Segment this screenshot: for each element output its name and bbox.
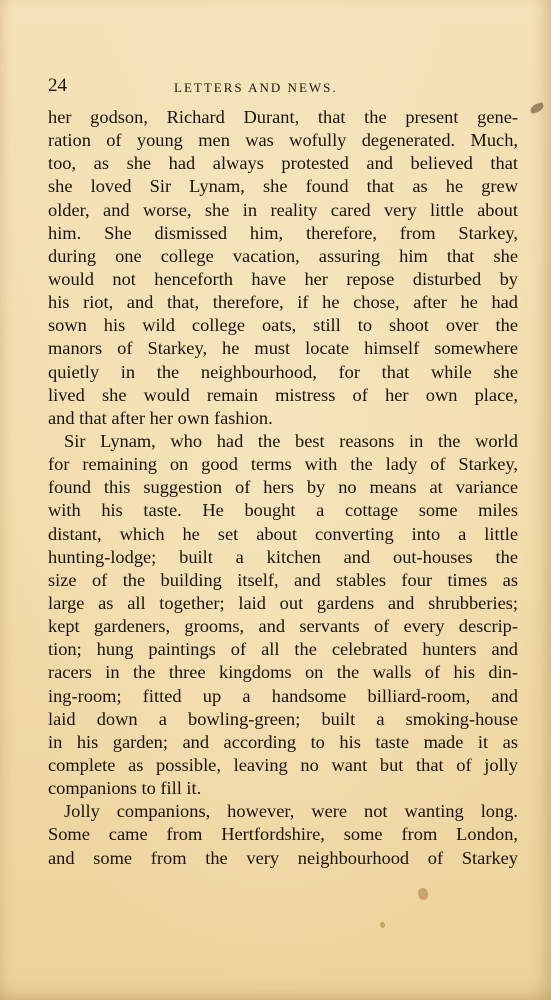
text-line: tion; hung paintings of all the celebrated hunters and: [48, 639, 518, 660]
text-line: quietly in the neighbourhood, for that while she: [48, 361, 518, 382]
text-line: size of the building itself, and stables four times as: [48, 569, 518, 590]
text-line: ing-room; fitted up a handsome billiard-room, and: [48, 685, 518, 706]
text-line: distant, which he set about converting into a little: [48, 523, 518, 544]
text-line: would not henceforth have her repose disturbed by: [48, 268, 518, 289]
text-line: him. She dismissed him, therefore, from Starkey,: [48, 222, 518, 243]
text-line: she loved Sir Lynam, she found that as he grew: [48, 176, 518, 197]
running-head: LETTERS AND NEWS.: [174, 80, 338, 95]
text-line: complete as possible, leaving no want but that of jolly: [48, 754, 518, 775]
text-line: and that after her own fashion.: [48, 407, 273, 428]
text-line: laid down a bowling-green; built a smoking-house: [48, 708, 518, 729]
text-line: ration of young men was wofully degenerated. Much,: [48, 130, 518, 151]
text-line: large as all together; laid out gardens and shrubberies;: [48, 592, 518, 613]
text-line: lived she would remain mistress of her own place,: [48, 384, 518, 405]
text-line: too, as she had always protested and believed that: [48, 153, 518, 174]
text-line: sown his wild college oats, still to shoot over the: [48, 315, 518, 336]
text-line: during one college vacation, assuring him that she: [48, 245, 518, 266]
body-text: [48, 106, 518, 870]
text-line: with his taste. He bought a cottage some miles: [48, 500, 518, 521]
text-line: older, and worse, she in reality cared very little about: [48, 199, 518, 220]
text-line: Some came from Hertfordshire, some from London,: [48, 824, 518, 845]
text-line: for remaining on good terms with the lady of Starkey,: [48, 454, 518, 475]
text-line: found this suggestion of hers by no means at variance: [48, 477, 518, 498]
text-line: his riot, and that, therefore, if he chose, after he had: [48, 292, 518, 313]
text-line: hunting-lodge; built a kitchen and out-houses the: [48, 546, 518, 567]
paragraph-start-line: Sir Lynam, who had the best reasons in the world: [64, 430, 518, 451]
text-line: her godson, Richard Durant, that the present gene-: [48, 107, 518, 127]
paper-stain: [418, 888, 428, 900]
ink-blot-mark: [529, 102, 545, 114]
text-line: in his garden; and according to his taste made it as: [48, 731, 518, 752]
paragraph-start-line: Jolly companions, however, were not wanting long.: [64, 801, 518, 822]
page-number: 24: [48, 75, 67, 96]
paper-stain: [380, 922, 385, 928]
text-line: companions to fill it.: [48, 778, 202, 799]
page-header: [48, 72, 518, 100]
text-line: manors of Starkey, he must locate himself somewhere: [48, 338, 518, 359]
text-line: kept gardeners, grooms, and servants of every descrip-: [48, 616, 518, 637]
text-line: racers in the three kingdoms on the walls of his din-: [48, 662, 518, 683]
text-line: and some from the very neighbourhood of Starkey: [48, 847, 518, 868]
